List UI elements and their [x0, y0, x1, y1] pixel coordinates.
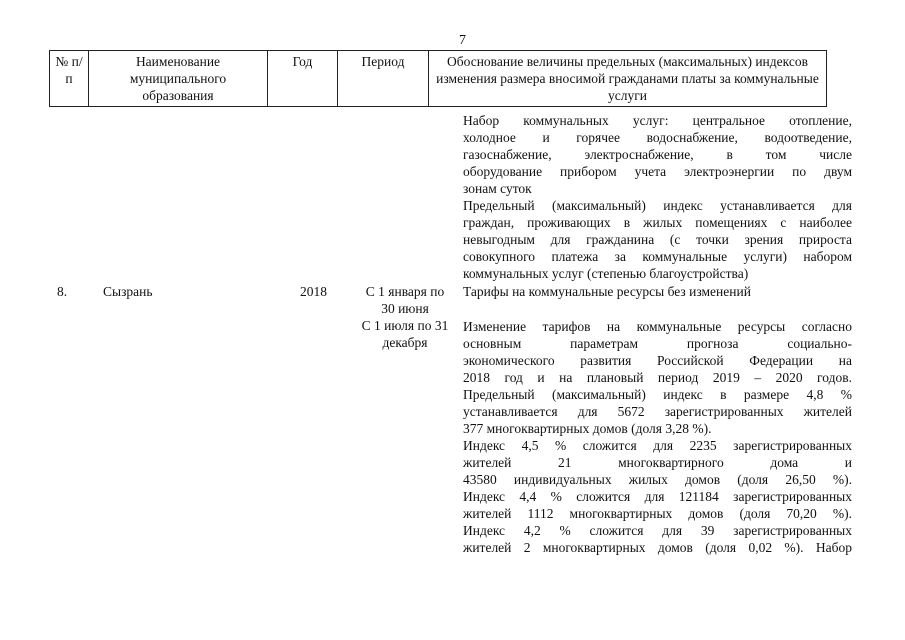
header-col-number: № п/п	[50, 51, 89, 107]
text-line: жителей 21 многоквартирного дома и	[463, 455, 852, 470]
period2-basis-paragraph	[463, 318, 852, 556]
text-line: граждан, проживающих в жилых помещениях с наиболее	[463, 215, 852, 230]
text-line: экономического развития Российской Федерации на	[463, 353, 852, 368]
text-line: Индекс 4,5 % сложится для 2235 зарегистрированных	[463, 438, 852, 453]
period-second-half: С 1 июля по 31 декабря	[361, 318, 449, 350]
text-line: Индекс 4,2 % сложится для 39 зарегистрированных	[463, 523, 852, 538]
municipality-name: Сызрань	[103, 284, 153, 299]
text-line: жителей 1112 многоквартирных домов (доля 70,20 %).	[463, 506, 852, 521]
header-col-basis: Обоснование величины предельных (максимальных) индексов изменения размера вносимой гражданами платы за коммунальные услуги	[429, 51, 827, 107]
text-line: невыгодным для гражданина (с точки зрения прироста	[463, 232, 852, 247]
index-rule-paragraph	[463, 197, 852, 282]
text-line: Предельный (максимальный) индекс устанавливается для	[463, 198, 852, 213]
text-line: Изменение тарифов на коммунальные ресурсы согласно	[463, 319, 852, 334]
text-line: 43580 индивидуальных жилых домов (доля 26,50 %).	[463, 472, 852, 487]
text-line: совокупного платежа за коммунальные услуги) набором	[463, 249, 852, 264]
text-line: 377 многоквартирных домов (доля 3,28 %).	[463, 421, 712, 436]
text-line: Индекс 4,4 % сложится для 121184 зарегистрированных	[463, 489, 852, 504]
text-line: устанавливается для 5672 зарегистрированных жителей	[463, 404, 852, 419]
text-line: газоснабжение, электроснабжение, в том числе	[463, 147, 852, 162]
text-line: основным параметрам прогноза социально-	[463, 336, 852, 351]
text-line: зонам суток	[463, 181, 532, 196]
text-line: Набор коммунальных услуг: центральное отопление,	[463, 113, 852, 128]
header-col-year: Год	[268, 51, 338, 107]
page-number: 7	[459, 33, 466, 48]
table-header	[49, 50, 827, 107]
text-line: холодное и горячее водоснабжение, водоотведение,	[463, 130, 852, 145]
services-set-paragraph	[463, 112, 852, 197]
text-line: Предельный (максимальный) индекс в размере 4,8 %	[463, 387, 852, 402]
header-col-municipality: Наименование муниципального образования	[89, 51, 268, 107]
period1-basis-text: Тарифы на коммунальные ресурсы без изменений	[463, 284, 751, 299]
period-first-half: С 1 января по 30 июня	[365, 284, 445, 316]
text-line: жителей 2 многоквартирных домов (доля 0,02 %). Набор	[463, 540, 852, 555]
text-line: 2018 год и на плановый период 2019 – 2020 годов.	[463, 370, 852, 385]
text-line: коммунальных услуг (степенью благоустройства)	[463, 266, 749, 281]
row-number: 8.	[57, 284, 68, 299]
text-line: оборудование прибором учета электроэнергии по двум	[463, 164, 852, 179]
header-col-period: Период	[338, 51, 429, 107]
year-value: 2018	[300, 284, 327, 299]
